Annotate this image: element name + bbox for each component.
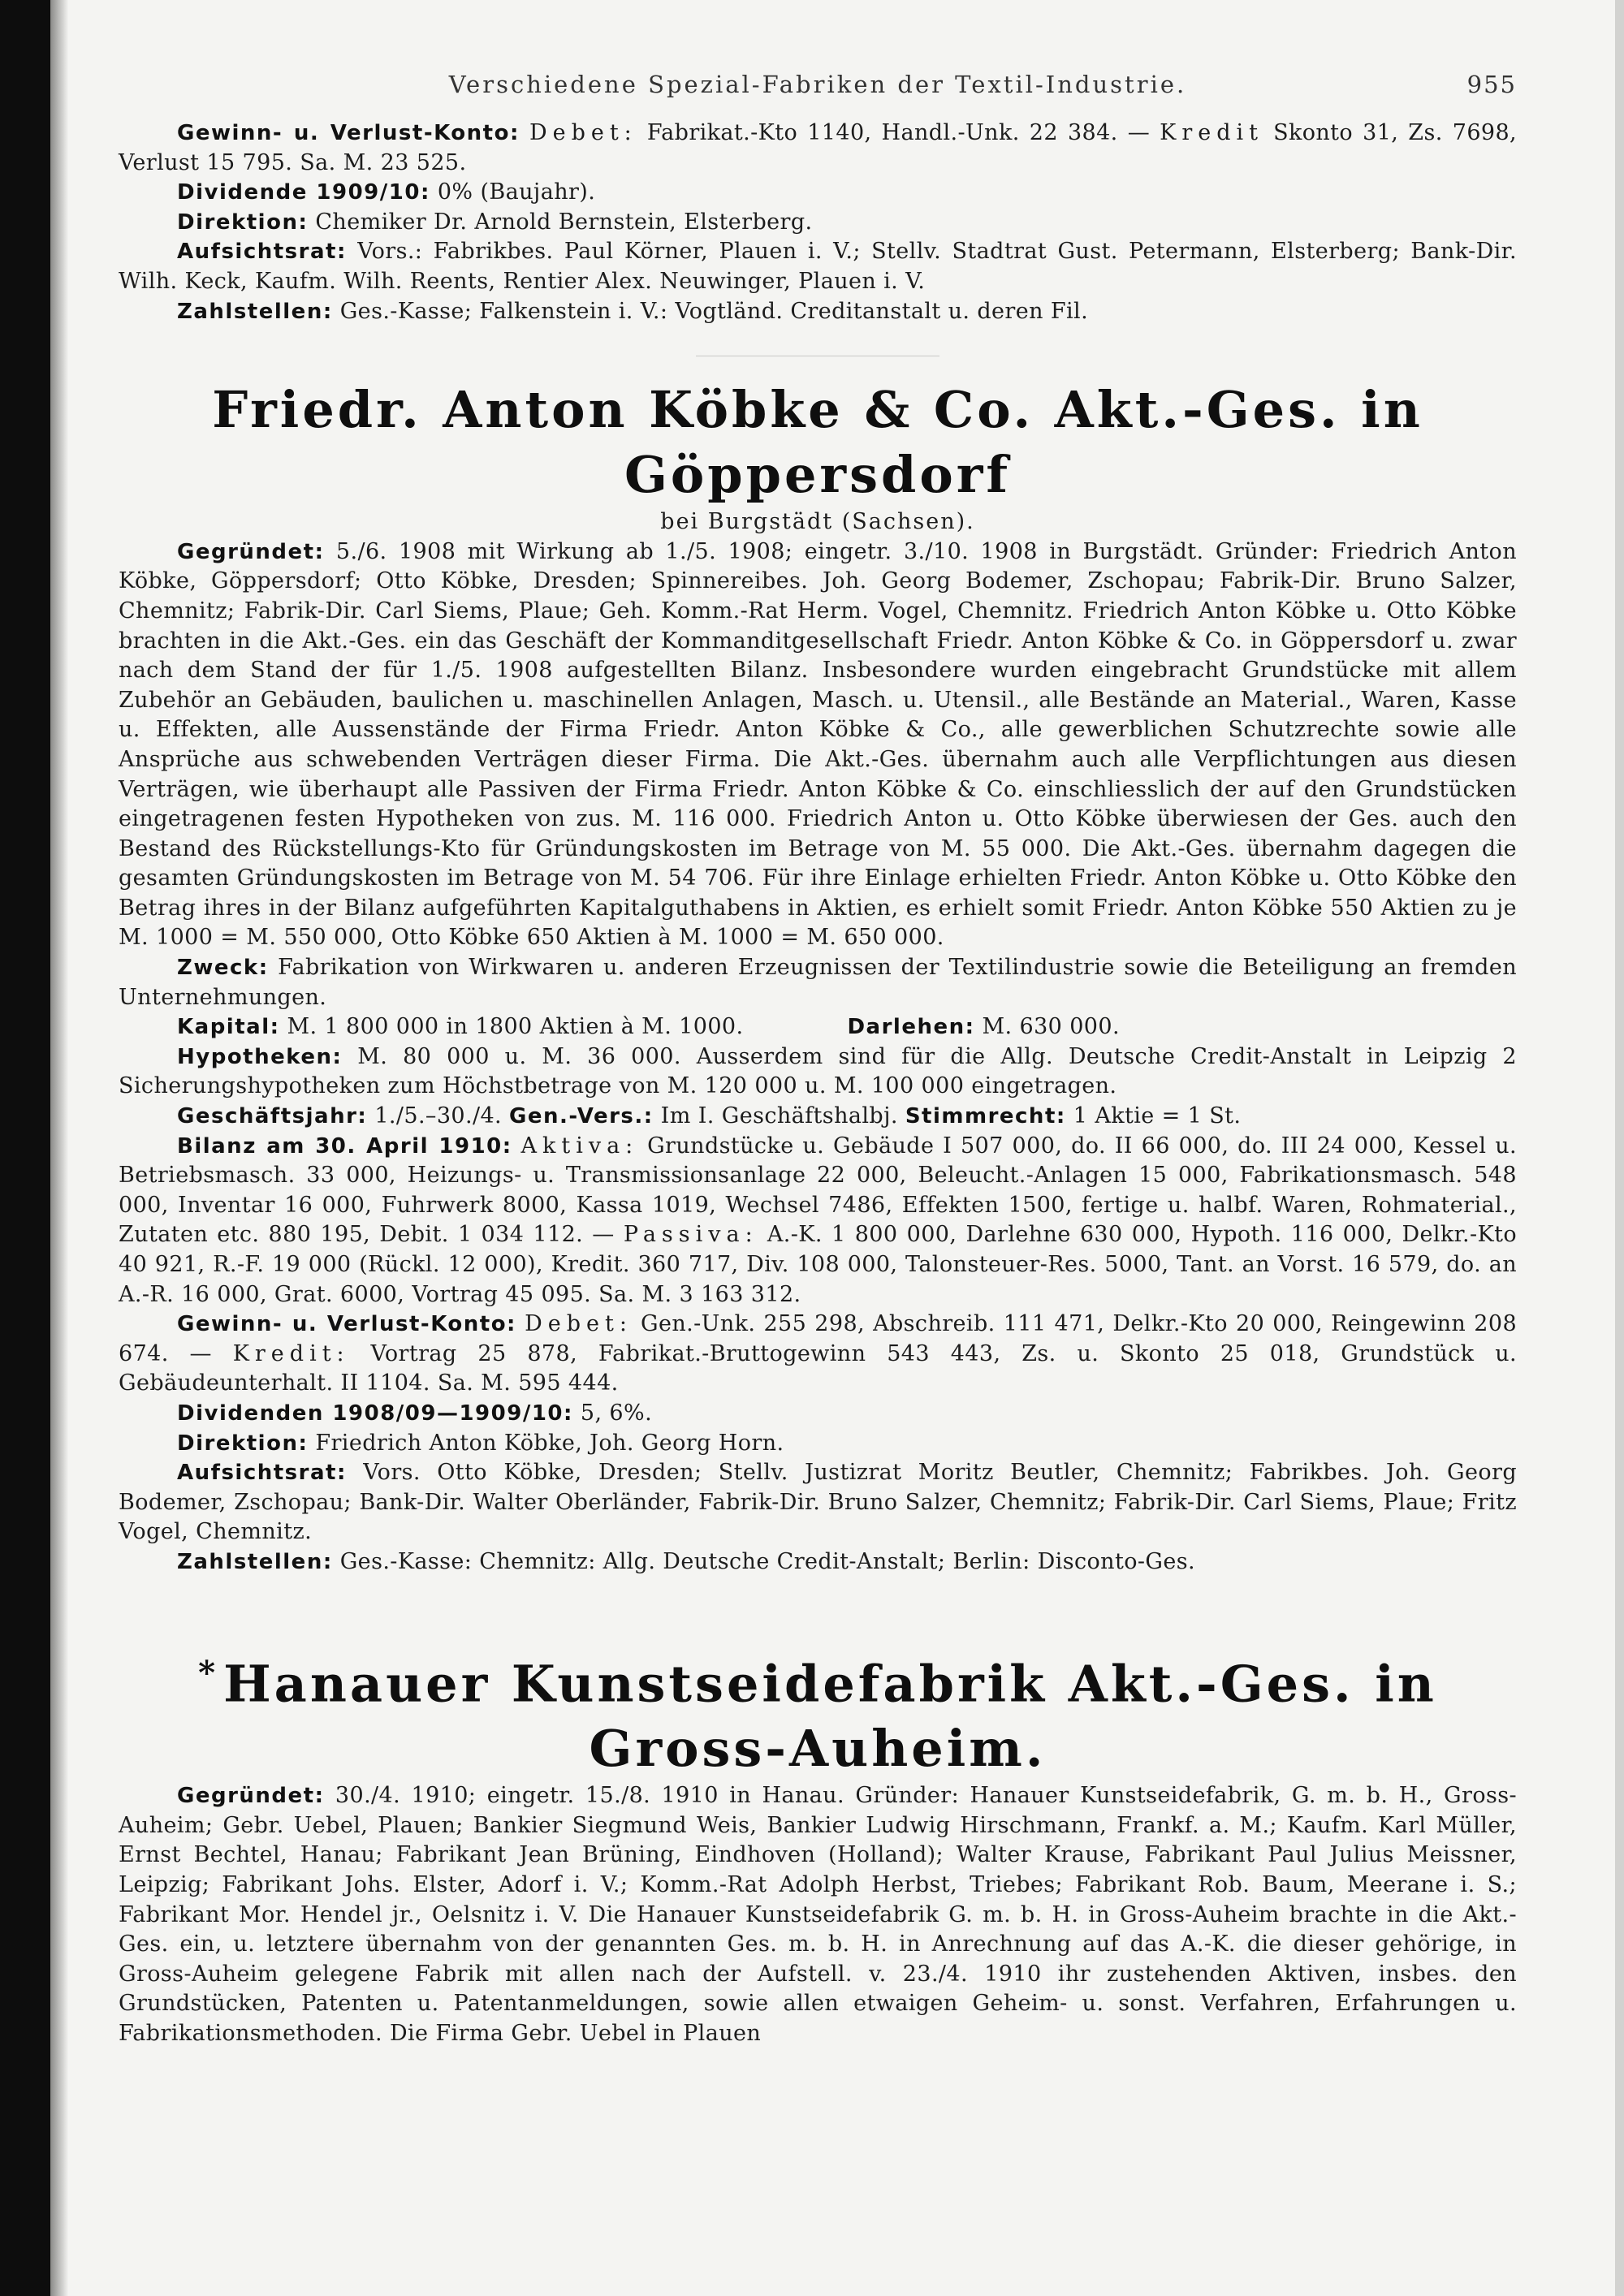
koebke-dividenden-entry: [119, 1399, 1517, 1429]
running-title: Verschiedene Spezial-Fabriken der Textil-Industrie.: [448, 71, 1187, 98]
koebke-kapital-text: M. 1 800 000 in 1800 Aktien à M. 1000.: [287, 1014, 744, 1040]
hanauer-title: Hanauer Kunstseidefabrik Akt.-Ges. in Gross-Auheim.: [223, 1654, 1437, 1779]
koebke-kapital-entry: [119, 1012, 1517, 1042]
hanauer-section: [119, 1641, 1517, 2049]
prev-zahlstellen-label: Zahlstellen:: [177, 299, 333, 324]
koebke-dividenden-label: Dividenden 1908/09—1909/10:: [177, 1400, 573, 1426]
company-subtitle: bei Burgstädt (Sachsen).: [660, 509, 975, 535]
hanauer-title-heading: [119, 1641, 1517, 1782]
prev-aufsichtsrat-label: Aufsichtsrat:: [177, 240, 347, 265]
prev-company-section: [119, 119, 1517, 326]
koebke-gegruendet-entry: [119, 537, 1517, 953]
koebke-aufsichtsrat-label: Aufsichtsrat:: [177, 1461, 347, 1486]
koebke-darlehen-label: Darlehen:: [847, 1015, 975, 1040]
prev-aufsichtsrat-entry: [119, 237, 1517, 296]
koebke-stimmrecht-text: 1 Aktie = 1 St.: [1073, 1103, 1242, 1129]
page-content: [119, 70, 1517, 2049]
koebke-kapital-label: Kapital:: [177, 1015, 280, 1040]
hanauer-gegruendet-text: 30./4. 1910; eingetr. 15./8. 1910 in Hanau. Gründer: Hanauer Kunstseidefabrik, G. m. b. H., Gross-Auheim; Gebr. Uebel, Plauen; Bankier Siegmund Weis, Bankier Ludwig Hirschmann, Frankf. a. M.; Kaufm. Karl Müller, Ernst Bechtel, Hanau; Fabrikant Jean Brüning, Eindhoven (Holland); Walter Krause, Fabrikant Paul Julius Meissner, Leipzig; Fabrikant Johs. Elster, Adorf i. V.; Komm.-Rat Adolph Herbst, Triebes; Fabrikant Rob. Baum, Meerane i. S.; Fabrikant Mor. Hendel jr., Oelsnitz i. V. Die Hanauer Kunstseidefabrik G. m. b. H. in Gross-Auheim brachte in die Akt.-Ges. ein, u. letztere übernahm von der genannten Ges. m. b. H. in Anrechnung auf das A.-K. die dieser gehörige, in Gross-Auheim gelegene Fabrik mit allen nach der Aufstell. v. 23./4. 1910 ihr zustehenden Aktiven, insbes. den Grundstücken, Patenten u. Patentanmeldungen, sowie allen etwaigen Geheim- u. sonst. Verfahren, Erfahrungen u. Fabrikationsmethoden. Die Firma Gebr. Uebel in Plauen: [119, 1783, 1518, 2046]
koebke-gv-label: Gewinn- u. Verlust-Konto:: [177, 1312, 516, 1337]
koebke-gegruendet-text: 5./6. 1908 mit Wirkung ab 1./5. 1908; eingetr. 3./10. 1908 in Burgstädt. Gründer: Friedrich Anton Köbke, Göppersdorf; Otto Köbke, Dresden; Spinnereibes. Joh. Georg Bodemer, Zschopau; Fabrik-Dir. Bruno Salzer, Chemnitz; Fabrik-Dir. Carl Siems, Plaue; Geh. Komm.-Rat Herm. Vogel, Chemnitz. Friedrich Anton Köbke u. Otto Köbke brachten in die Akt.-Ges. ein das Geschäft der Kommanditgesellschaft Friedr. Anton Köbke & Co. in Göppersdorf u. zwar nach dem Stand der für 1./5. 1908 aufgestellten Bilanz. Insbesondere wurden eingebracht Grundstücke mit allem Zubehör an Gebäuden, baulichen u. maschinellen Anlagen, Masch. u. Utensil., alle Bestände an Material., Waren, Kasse u. Effekten, alle Aussenstände der Firma Friedr. Anton Köbke & Co., alle gewerblichen Schutzrechte sowie alle Ansprüche aus schwebenden Verträgen dieser Firma. Die Akt.-Ges. übernahm auch alle Verpflichtungen aus diesen Verträgen, wie überhaupt alle Passiven der Firma Friedr. Anton Köbke & Co. einschliesslich der auf den Grundstücken eingetragenen festen Hypotheken von zus. M. 116 000. Friedrich Anton u. Otto Köbke überwiesen der Ges. auch den Bestand des Rückstellungs-Kto für Gründungskosten im Betrage von M. 55 000. Die Akt.-Ges. übernahm dagegen die gesamten Gründungskosten im Betrage von M. 54 706. Für ihre Einlage erhielten Friedr. Anton Köbke u. Otto Köbke den Betrag ihres in der Bilanz aufgeführten Kapitalguthabens in Aktien, es erhielt somit Friedr. Anton Köbke 550 Aktien zu je M. 1000 = M. 550 000, Otto Köbke 650 Aktien à M. 1000 = M. 650 000.: [119, 538, 1518, 951]
prev-zahlstellen-entry: [119, 297, 1517, 327]
prev-dividende-entry: [119, 178, 1517, 208]
koebke-zweck-entry: [119, 953, 1517, 1012]
koebke-zahlstellen-label: Zahlstellen:: [177, 1549, 333, 1574]
koebke-hypotheken-entry: [119, 1042, 1517, 1102]
koebke-hypotheken-label: Hypotheken:: [177, 1044, 343, 1069]
koebke-hypotheken-text: M. 80 000 u. M. 36 000. Ausserdem sind für die Allg. Deutsche Credit-Anstalt in Leipzig 2 Sicherungshypotheken zum Höchstbetrage von M. 120 000 u. M. 100 000 eingetragen.: [119, 1043, 1518, 1099]
koebke-zahlstellen-text: Ges.-Kasse: Chemnitz: Allg. Deutsche Credit-Anstalt; Berlin: Disconto-Ges.: [339, 1548, 1195, 1574]
koebke-direktion-text: Friedrich Anton Köbke, Joh. Georg Horn.: [315, 1430, 784, 1456]
prev-gv-kredit-text: Skonto 31, Zs. 7698, Verlust 15 795. Sa. M. 23 525.: [119, 120, 1518, 175]
koebke-gv-debet-text: Gen.-Unk. 255 298, Abschreib. 111 471, Delkr.-Kto 20 000, Reingewinn 208 674. —: [119, 1311, 1518, 1366]
koebke-darlehen-text: M. 630 000.: [982, 1014, 1120, 1040]
hanauer-gegruendet-entry: [119, 1781, 1517, 2048]
koebke-gv-kredit-text: Vortrag 25 878, Fabrikat.-Bruttogewinn 543 443, Zs. u. Skonto 25 018, Grundstück u. Gebäudeunterhalt. II 1104. Sa. M. 595 444.: [119, 1340, 1517, 1396]
koebke-direktion-entry: [119, 1429, 1517, 1459]
prev-gv-debet-word: Debet:: [529, 120, 637, 145]
koebke-gv-debet-word: Debet:: [525, 1311, 633, 1337]
koebke-zweck-label: Zweck:: [177, 956, 269, 981]
running-head: [119, 70, 1517, 119]
prev-direktion-text: Chemiker Dr. Arnold Bernstein, Elsterberg.: [315, 209, 813, 235]
koebke-geschaeftsjahr-label: Geschäftsjahr:: [177, 1104, 368, 1129]
section-gap: [119, 1577, 1517, 1641]
koebke-geschaeftsjahr-text: 1./5.–30./4.: [374, 1103, 503, 1129]
prev-dividende-text: 0% (Baujahr).: [437, 179, 596, 205]
koebke-bilanz-passiva-word: Passiva:: [623, 1222, 758, 1248]
koebke-gv-kredit-word: Kredit:: [232, 1340, 350, 1366]
prev-gv-label: Gewinn- u. Verlust-Konto:: [177, 121, 520, 145]
koebke-section: [119, 378, 1517, 1577]
koebke-direktion-label: Direktion:: [177, 1431, 309, 1456]
koebke-gegruendet-label: Gegründet:: [177, 539, 325, 564]
koebke-bilanz-passiva-text: A.-K. 1 800 000, Darlehne 630 000, Hypoth. 116 000, Delkr.-Kto 40 921, R.-F. 19 000 (Rückl. 12 000), Kredit. 360 717, Div. 108 000, Talonsteuer-Res. 5000, Tant. an Vorst. 16 579, do. an A.-R. 16 000, Grat. 6000, Vortrag 45 095. Sa. M. 3 163 312.: [119, 1222, 1518, 1307]
koebke-genvers-text: Im I. Geschäftshalbj.: [660, 1103, 898, 1129]
prev-aufsichtsrat-text: Vors.: Fabrikbes. Paul Körner, Plauen i. V.; Stellv. Stadtrat Gust. Petermann, Elsterberg; Bank-Dir. Wilh. Keck, Kaufm. Wilh. Reents, Rentier Alex. Neuwinger, Plauen i. V.: [119, 239, 1518, 294]
koebke-genvers-label: Gen.-Vers.:: [509, 1104, 654, 1129]
koebke-gv-entry: [119, 1310, 1517, 1399]
koebke-aufsichtsrat-text: Vors. Otto Köbke, Dresden; Stellv. Justizrat Moritz Beutler, Chemnitz; Fabrikbes. Joh. Georg Bodemer, Zschopau; Bank-Dir. Walter Oberländer, Fabrik-Dir. Bruno Salzer, Chemnitz; Fabrik-Dir. Carl Siems, Plaue; Fritz Vogel, Chemnitz.: [119, 1460, 1517, 1545]
koebke-aufsichtsrat-entry: [119, 1458, 1517, 1547]
prev-dividende-label: Dividende 1909/10:: [177, 180, 430, 205]
page: [68, 0, 1615, 2296]
prev-gv-kredit-word: Kredit: [1160, 120, 1263, 145]
koebke-stimmrecht-label: Stimmrecht:: [905, 1104, 1066, 1129]
koebke-bilanz-entry: [119, 1132, 1517, 1310]
prev-gv-debet-text: Fabrikat.-Kto 1140, Handl.-Unk. 22 384. —: [646, 120, 1151, 145]
koebke-bilanz-label: Bilanz am 30. April 1910:: [177, 1133, 512, 1159]
page-number: 955: [1466, 71, 1517, 98]
koebke-geschaeftsjahr-entry: [119, 1102, 1517, 1132]
hanauer-gegruendet-label: Gegründet:: [177, 1784, 325, 1809]
koebke-dividenden-text: 5, 6%.: [580, 1400, 653, 1426]
binding-shadow: [50, 0, 68, 2296]
prev-zahlstellen-text: Ges.-Kasse; Falkenstein i. V.: Vogtländ. Creditanstalt u. deren Fil.: [339, 298, 1089, 324]
koebke-bilanz-aktiva-word: Aktiva:: [520, 1133, 639, 1159]
prev-direktion-entry: [119, 208, 1517, 238]
new-entry-marker: *: [198, 1653, 219, 1692]
company-title: Friedr. Anton Köbke & Co. Akt.-Ges. in Göppersdorf: [212, 380, 1423, 505]
binding-edge: [0, 0, 50, 2296]
prev-gv-entry: [119, 119, 1517, 178]
koebke-bilanz-aktiva-text: Grundstücke u. Gebäude I 507 000, do. II 66 000, do. III 24 000, Kessel u. Betriebsmasch. 33 000, Heizungs- u. Transmissionsanlage 22 000, Beleucht.-Anlagen 15 000, Fabrikationsmasch. 548 000, Inventar 16 000, Fuhrwerk 8000, Kassa 1019, Wechsel 7486, Effekten 1500, fertige u. halbf. Waren, Rohmaterial., Zutaten etc. 880 195, Debit. 1 034 112. —: [119, 1133, 1518, 1248]
koebke-zahlstellen-entry: [119, 1547, 1517, 1577]
koebke-zweck-text: Fabrikation von Wirkwaren u. anderen Erzeugnissen der Textilindustrie sowie die Beteiligung an fremden Unternehmungen.: [119, 955, 1518, 1010]
prev-direktion-label: Direktion:: [177, 209, 309, 235]
